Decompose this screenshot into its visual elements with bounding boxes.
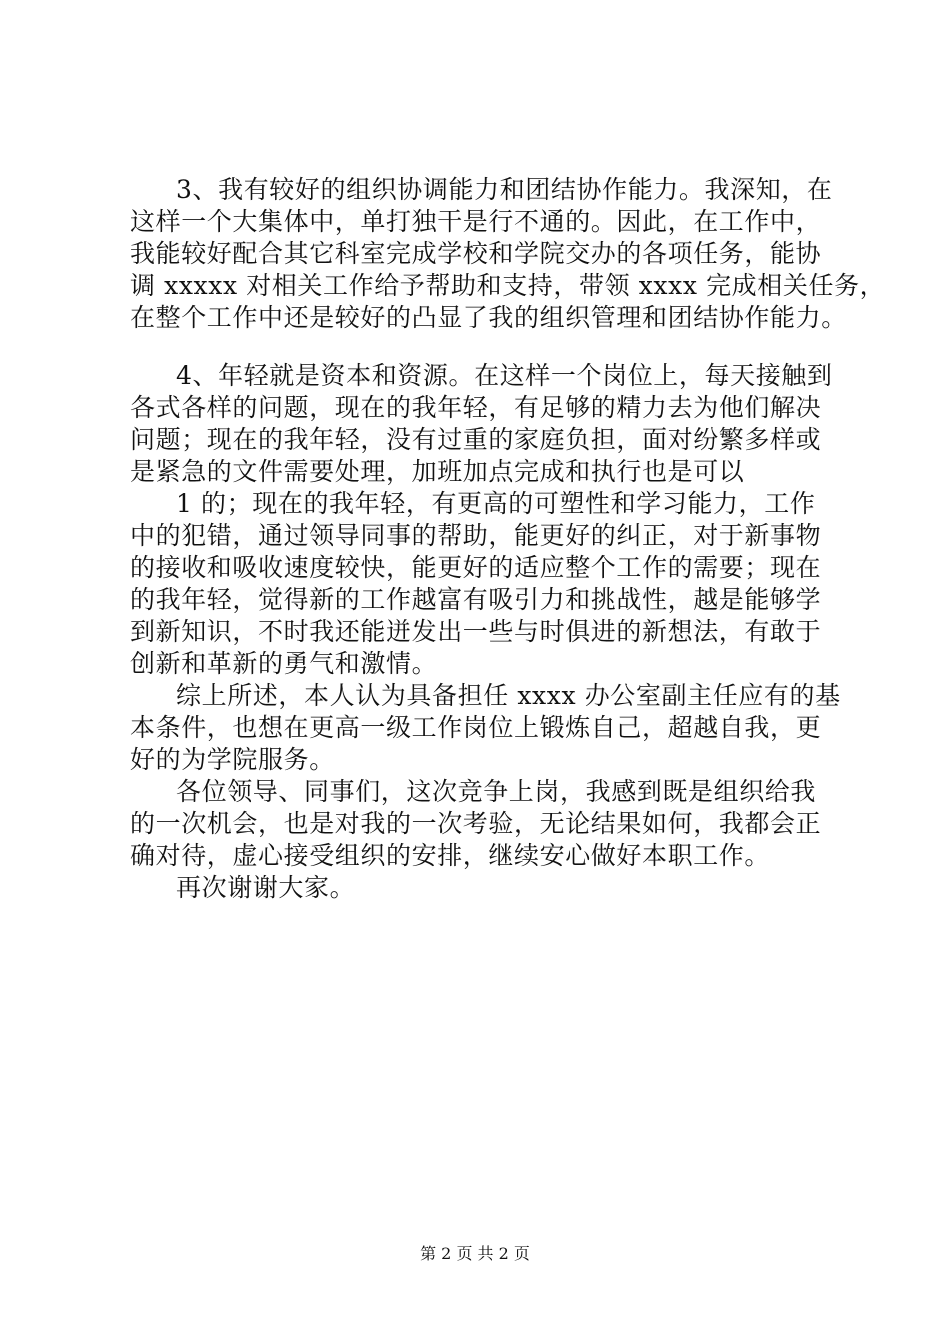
paragraph-line: 各式各样的问题，现在的我年轻，有足够的精力去为他们解决 — [130, 393, 822, 422]
paragraph-line: 综上所述，本人认为具备担任 xxxx 办公室副主任应有的基 — [176, 681, 841, 710]
paragraph-line: 问题；现在的我年轻，没有过重的家庭负担，面对纷繁多样或 — [130, 425, 822, 454]
paragraph-line: 本条件，也想在更高一级工作岗位上锻炼自己，超越自我，更 — [130, 713, 822, 742]
paragraph-line: 调 xxxxx 对相关工作给予帮助和支持，带领 xxxx 完成相关任务， — [130, 271, 886, 300]
paragraph-line: 这样一个大集体中，单打独干是行不通的。因此，在工作中， — [130, 207, 822, 236]
paragraph-line: 的接收和吸收速度较快，能更好的适应整个工作的需要；现在 — [130, 553, 822, 582]
paragraph-line: 中的犯错，通过领导同事的帮助，能更好的纠正，对于新事物 — [130, 521, 822, 550]
paragraph-line: 4、年轻就是资本和资源。在这样一个岗位上，每天接触到 — [176, 361, 833, 390]
paragraph-line: 创新和革新的勇气和激情。 — [130, 649, 438, 678]
paragraph-line: 1 的；现在的我年轻，有更高的可塑性和学习能力，工作 — [176, 489, 816, 518]
page-footer: 第 2 页 共 2 页 — [420, 1244, 530, 1263]
paragraph-line: 到新知识，不时我还能迸发出一些与时俱进的新想法，有敢于 — [130, 617, 822, 646]
paragraph-line: 确对待，虚心接受组织的安排，继续安心做好本职工作。 — [130, 841, 771, 870]
paragraph-line: 的一次机会，也是对我的一次考验，无论结果如何，我都会正 — [130, 809, 822, 838]
paragraph-line: 我能较好配合其它科室完成学校和学院交办的各项任务，能协 — [130, 239, 822, 268]
paragraph-line: 各位领导、同事们，这次竞争上岗，我感到既是组织给我 — [176, 777, 817, 806]
paragraph-line: 是紧急的文件需要处理，加班加点完成和执行也是可以 — [130, 457, 745, 486]
paragraph-line: 在整个工作中还是较好的凸显了我的组织管理和团结协作能力。 — [130, 303, 847, 332]
paragraph-line: 再次谢谢大家。 — [176, 873, 356, 902]
paragraph-line: 3、我有较好的组织协调能力和团结协作能力。我深知，在 — [176, 175, 833, 204]
paragraph-line: 好的为学院服务。 — [130, 745, 335, 774]
paragraph-line: 的我年轻，觉得新的工作越富有吸引力和挑战性，越是能够学 — [130, 585, 822, 614]
